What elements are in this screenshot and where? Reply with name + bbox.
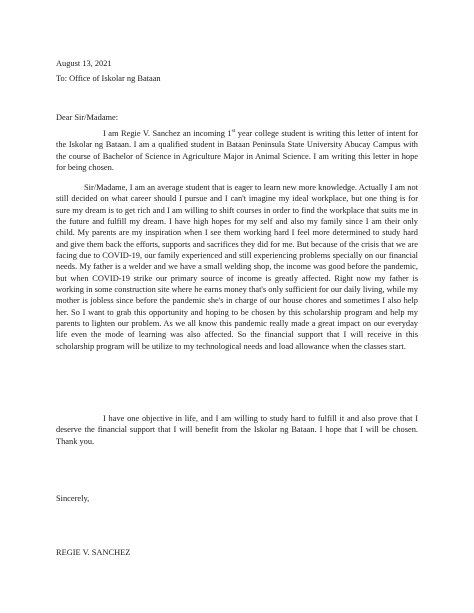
letter-recipient: To: Office of Iskolar ng Bataan [56, 74, 161, 83]
letter-salutation: Dear Sir/Madame: [56, 113, 119, 122]
letter-date: August 13, 2021 [56, 59, 112, 68]
intro-text-rest: year college student is writing this letter of intent for the Iskolar ng Bataan. I am a qualified student in Bataan Peninsula State University Abucay Campus with the course of Bachelor of Science in Agriculture Major in Animal Science. I am writing this letter in hope for being chosen. [56, 129, 419, 173]
letter-closing: Sincerely, [56, 494, 90, 503]
signature-name: REGIE V. SANCHEZ [56, 548, 131, 557]
paragraph-introduction [56, 128, 418, 173]
paragraph-closing: I have one objective in life, and I am willing to study hard to fulfill it and also prove that I deserve the financial support that I will benefit from the Iskolar ng Bataan. I hope that I will be chosen. Thank you. [56, 414, 418, 446]
intro-text-start: I am Regie V. Sanchez an incoming 1 [103, 129, 232, 138]
paragraph-body: Sir/Madame, I am an average student that is eager to learn new more knowledge. Actually I am not still decided on what career should I pursue and I can't imagine my ideal workplace, but one thing is for sure my dream is to get rich and I am willing to shift courses in order to find the workplace that suits me in the future and fulfill my dream. I have high hopes for my self and also my family since I am their only child. My parents are my inspiration when I see them working hard I feel more determined to study hard and give them back the efforts, supports and sacrifices they did for me. But because of the crisis that we are facing due to COVID-19, our family experienced and still experiencing problems specially on our financial needs. My father is a welder and we have a small welding shop, the income was good before the pandemic, but when COVID-19 strike our primary source of income is greatly affected. Right now my father is working in some construction site where he earns money that's only sufficient for our daily living, while my mother is jobless since before the pandemic she's in charge of our house chores and sometimes I also help her. So I want to grab this opportunity and hoping to be chosen by this scholarship program and help my parents to lighten our problem. As we all know this pandemic really made a great impact on our everyday life even the mode of learning was also affected. So the financial support that I will receive in this scholarship program will be utilize to my technological needs and load allowance when the classes start. [56, 183, 418, 351]
ordinal-suffix: st [231, 128, 236, 135]
